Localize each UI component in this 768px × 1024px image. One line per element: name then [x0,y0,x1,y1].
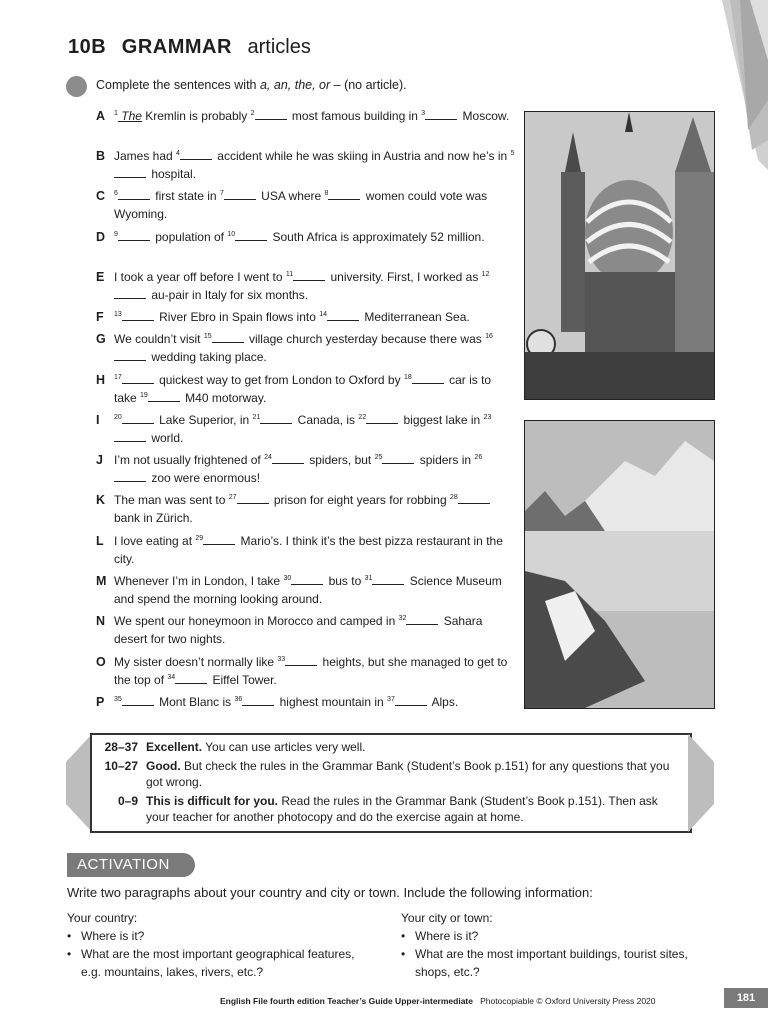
exercise-text: I’m not usually frightened of $^{24}$ spiders, but $^{25}$ spiders in $^{26}$ zoo were enormous! [114,453,483,485]
exercise-letter: G [96,332,106,346]
instruction: Complete the sentences with a, an, the, or – (no article). [96,78,407,92]
exercise-text: I love eating at $^{29}$ Mario’s. I think it’s the best pizza restaurant in the city. [114,534,503,566]
mont-blanc-photo [524,420,715,709]
topic-label: articles [247,36,311,58]
country-questions [67,909,367,981]
answer-blank[interactable] [366,413,398,424]
exercise-text: James had $^4$ accident while he was skiing in Austria and now he’s in $^5$ hospital. [114,149,515,181]
answer-blank[interactable] [291,574,323,585]
footer: English File fourth edition Teacher’s Guide Upper-intermediate Photocopiable © Oxford University Press 2020 [220,996,656,1006]
exercise-letter: A [96,109,106,123]
country-title: Your country: [67,911,138,925]
answer-blank[interactable] [260,413,292,424]
answer-blank[interactable] [122,310,154,321]
exercise-item [96,491,516,527]
exercise-text: My sister doesn’t normally like $^{33}$ heights, but she managed to get to the top of $^{34}$ Eiffel Tower. [114,655,508,687]
exercise-text: $^{20}$ Lake Superior, in $^{21}$ Canada, is $^{22}$ biggest lake in $^{23}$ world. [114,413,492,445]
answer-blank[interactable] [114,471,146,482]
exercise-text: $^6$ first state in $^7$ USA where $^8$ women could vote was Wyoming. [114,189,488,221]
exercise-letter: J [96,453,103,467]
exercise-letter: N [96,614,106,628]
answer-blank[interactable] [175,673,207,684]
answer-blank[interactable] [114,350,146,361]
exercise-letter: I [96,413,100,427]
score-arrow-left [66,734,92,832]
city-questions [401,909,701,981]
answer-blank[interactable] [148,391,180,402]
activation-heading: ACTIVATION [67,853,195,877]
exercise-item [96,572,516,608]
exercise-letter: L [96,534,104,548]
exercise-text: $^{35}$ Mont Blanc is $^{36}$ highest mountain in $^{37}$ Alps. [114,695,459,709]
exercise-letter: K [96,493,106,507]
answer-blank[interactable] [237,493,269,504]
answer-blank[interactable] [285,655,317,666]
exercise-text: $^{17}$ quickest way to get from London to Oxford by $^{18}$ car is to take $^{19}$ M40 motorway. [114,373,492,405]
section-label: GRAMMAR [121,36,232,58]
exercise-item [96,653,516,689]
answer-blank[interactable] [272,453,304,464]
answer-blank[interactable] [118,230,150,241]
list-item: • What are the most important geographical features, e.g. mountains, lakes, rivers, etc.? [67,945,367,981]
answer-blank[interactable] [122,695,154,706]
unit-number: 10B [68,36,107,58]
answer-blank[interactable] [114,431,146,442]
list-item: • Where is it? [401,927,701,945]
exercise-text: I took a year off before I went to $^{11}$ university. First, I worked as $^{12}$ au-pair in Italy for six months. [114,270,490,302]
answer-blank[interactable] [328,189,360,200]
exercise-item [96,411,516,447]
exercise-letter: B [96,149,106,163]
instruction-bullet-icon [66,76,87,97]
answer-blank[interactable] [224,189,256,200]
score-box: 28–37 Excellent. You can use articles very well. 10–27 Good. But check the rules in the Grammar Bank (Student’s Book p.151) for any questions that you got wrong. 0–9 This is difficult for you. Read the rules in the Grammar Bank (Student’s Book p.151). Then ask your teacher for another photocopy and do the exercise again at home. [90,733,692,833]
exercise-item [96,187,516,223]
exercise-item [96,693,516,711]
example-answer: The [117,109,142,123]
exercise-letter: E [96,270,105,284]
answer-blank[interactable] [395,695,427,706]
answer-blank[interactable] [327,310,359,321]
answer-blank[interactable] [382,453,414,464]
answer-blank[interactable] [114,167,146,178]
answer-blank[interactable] [114,288,146,299]
activation-intro: Write two paragraphs about your country and city or town. Include the following information: [67,885,593,900]
exercise-text: The man was sent to $^{27}$ prison for eight years for robbing $^{28}$ bank in Zürich. [114,491,516,527]
exercise-text: $^{13}$ River Ebro in Spain flows into $^{14}$ Mediterranean Sea. [114,310,470,324]
score-arrow-right [688,734,714,832]
exercise-item [96,107,516,125]
answer-blank[interactable] [425,109,457,120]
page-title [68,36,311,59]
exercise-item [96,268,516,304]
answer-blank[interactable] [212,332,244,343]
exercise-item [96,308,516,326]
exercise-item [96,228,516,246]
answer-blank[interactable] [293,270,325,281]
exercise-item [96,330,516,366]
exercise-item [96,612,516,648]
city-title: Your city or town: [401,911,493,925]
answer-blank[interactable] [406,614,438,625]
answer-blank[interactable] [255,109,287,120]
kremlin-photo [524,111,715,400]
answer-blank[interactable] [458,493,490,504]
exercise-letter: H [96,373,106,387]
answer-blank[interactable] [235,230,267,241]
exercise-text: $^9$ population of $^{10}$ South Africa is approximately 52 million. [114,230,485,244]
exercise-item [96,147,516,183]
exercise-text: We spent our honeymoon in Morocco and camped in $^{32}$ Sahara desert for two nights. [114,614,483,646]
corner-fan-decoration [722,0,768,170]
exercise-item [96,532,516,568]
page-number: 181 [724,988,768,1008]
list-item: • What are the most important buildings, tourist sites, shops, etc.? [401,945,701,981]
exercise-letter: O [96,655,106,669]
exercise-letter: D [96,230,106,244]
exercise-text: We couldn’t visit $^{15}$ village church yesterday because there was $^{16}$ wedding taking place. [114,332,493,364]
answer-blank[interactable] [122,373,154,384]
answer-blank[interactable] [372,574,404,585]
answer-blank[interactable] [122,413,154,424]
answer-blank[interactable] [412,373,444,384]
answer-blank[interactable] [118,189,150,200]
exercise-letter: F [96,310,104,324]
list-item: • Where is it? [67,927,367,945]
exercise-item [96,451,516,487]
exercise-letter: M [96,574,107,588]
answer-blank[interactable] [180,149,212,160]
exercise-text: Whenever I’m in London, I take $^{30}$ bus to $^{31}$ Science Museum and spend the morning looking around. [114,574,502,606]
answer-blank[interactable] [203,534,235,545]
exercise-item [96,371,516,407]
exercise-text: $^1$ The Kremlin is probably $^2$ most famous building in $^3$ Moscow. [114,109,510,123]
exercise-letter: C [96,189,106,203]
answer-blank[interactable] [242,695,274,706]
exercise-letter: P [96,695,105,709]
